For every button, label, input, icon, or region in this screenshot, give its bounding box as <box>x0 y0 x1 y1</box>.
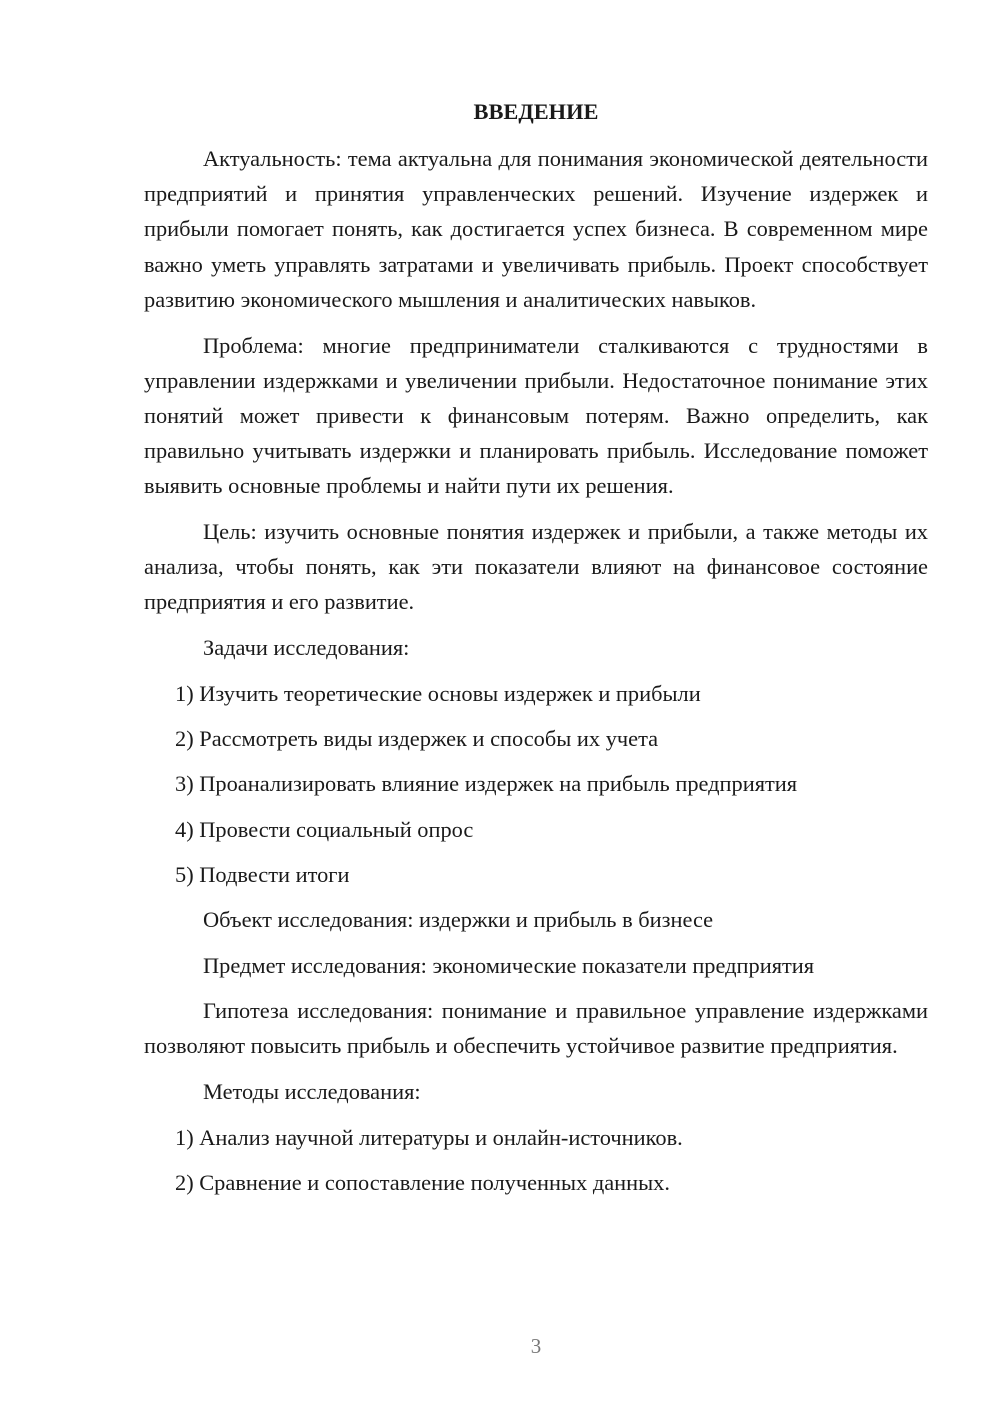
list-item: 1) Анализ научной литературы и онлайн-источников. <box>175 1124 683 1150</box>
page-heading: ВВЕДЕНИЕ <box>473 99 599 124</box>
list-item: 2) Сравнение и сопоставление полученных данных. <box>175 1169 670 1195</box>
subject-line: Предмет исследования: экономические показатели предприятия <box>203 952 815 978</box>
list-item: 4) Провести социальный опрос <box>175 816 474 842</box>
relevance-paragraph: Актуальность: тема актуальна для понимания экономической деятельности предприятий и принятия управленческих решений. Изучение издержек и прибыли помогает понять, как достигается успех бизнеса. В современном мире важно уметь управлять затратами и увеличивать прибыль. Проект способствует развитию экономического мышления и аналитических навыков. <box>144 146 928 312</box>
goal-paragraph: Цель: изучить основные понятия издержек и прибыли, а также методы их анализа, чтобы понять, как эти показатели влияют на финансовое состояние предприятия и его развитие. <box>144 519 928 615</box>
list-item: 5) Подвести итоги <box>175 862 350 888</box>
tasks-heading: Задачи исследования: <box>203 635 410 661</box>
hypothesis-paragraph: Гипотеза исследования: понимание и правильное управление издержками позволяют повысить прибыль и обеспечить устойчивое развитие предприятия. <box>144 998 928 1059</box>
methods-heading: Методы исследования: <box>203 1079 421 1105</box>
list-item: 2) Рассмотреть виды издержек и способы их учета <box>175 725 659 751</box>
problem-paragraph: Проблема: многие предприниматели сталкиваются с трудностями в управлении издержками и увеличении прибыли. Недостаточное понимание этих понятий может привести к финансовым потерям. Важно определить, как правильно учитывать издержки и планировать прибыль. Исследование поможет выявить основные проблемы и найти пути их решения. <box>144 332 928 499</box>
list-item: 1) Изучить теоретические основы издержек и прибыли <box>175 680 701 706</box>
tasks-list <box>144 676 928 893</box>
object-line: Объект исследования: издержки и прибыль в бизнесе <box>203 907 714 933</box>
list-item: 3) Проанализировать влияние издержек на прибыль предприятия <box>175 771 798 797</box>
page-body <box>144 94 928 1210</box>
methods-list <box>144 1120 928 1201</box>
page-number: 3 <box>530 1334 542 1358</box>
